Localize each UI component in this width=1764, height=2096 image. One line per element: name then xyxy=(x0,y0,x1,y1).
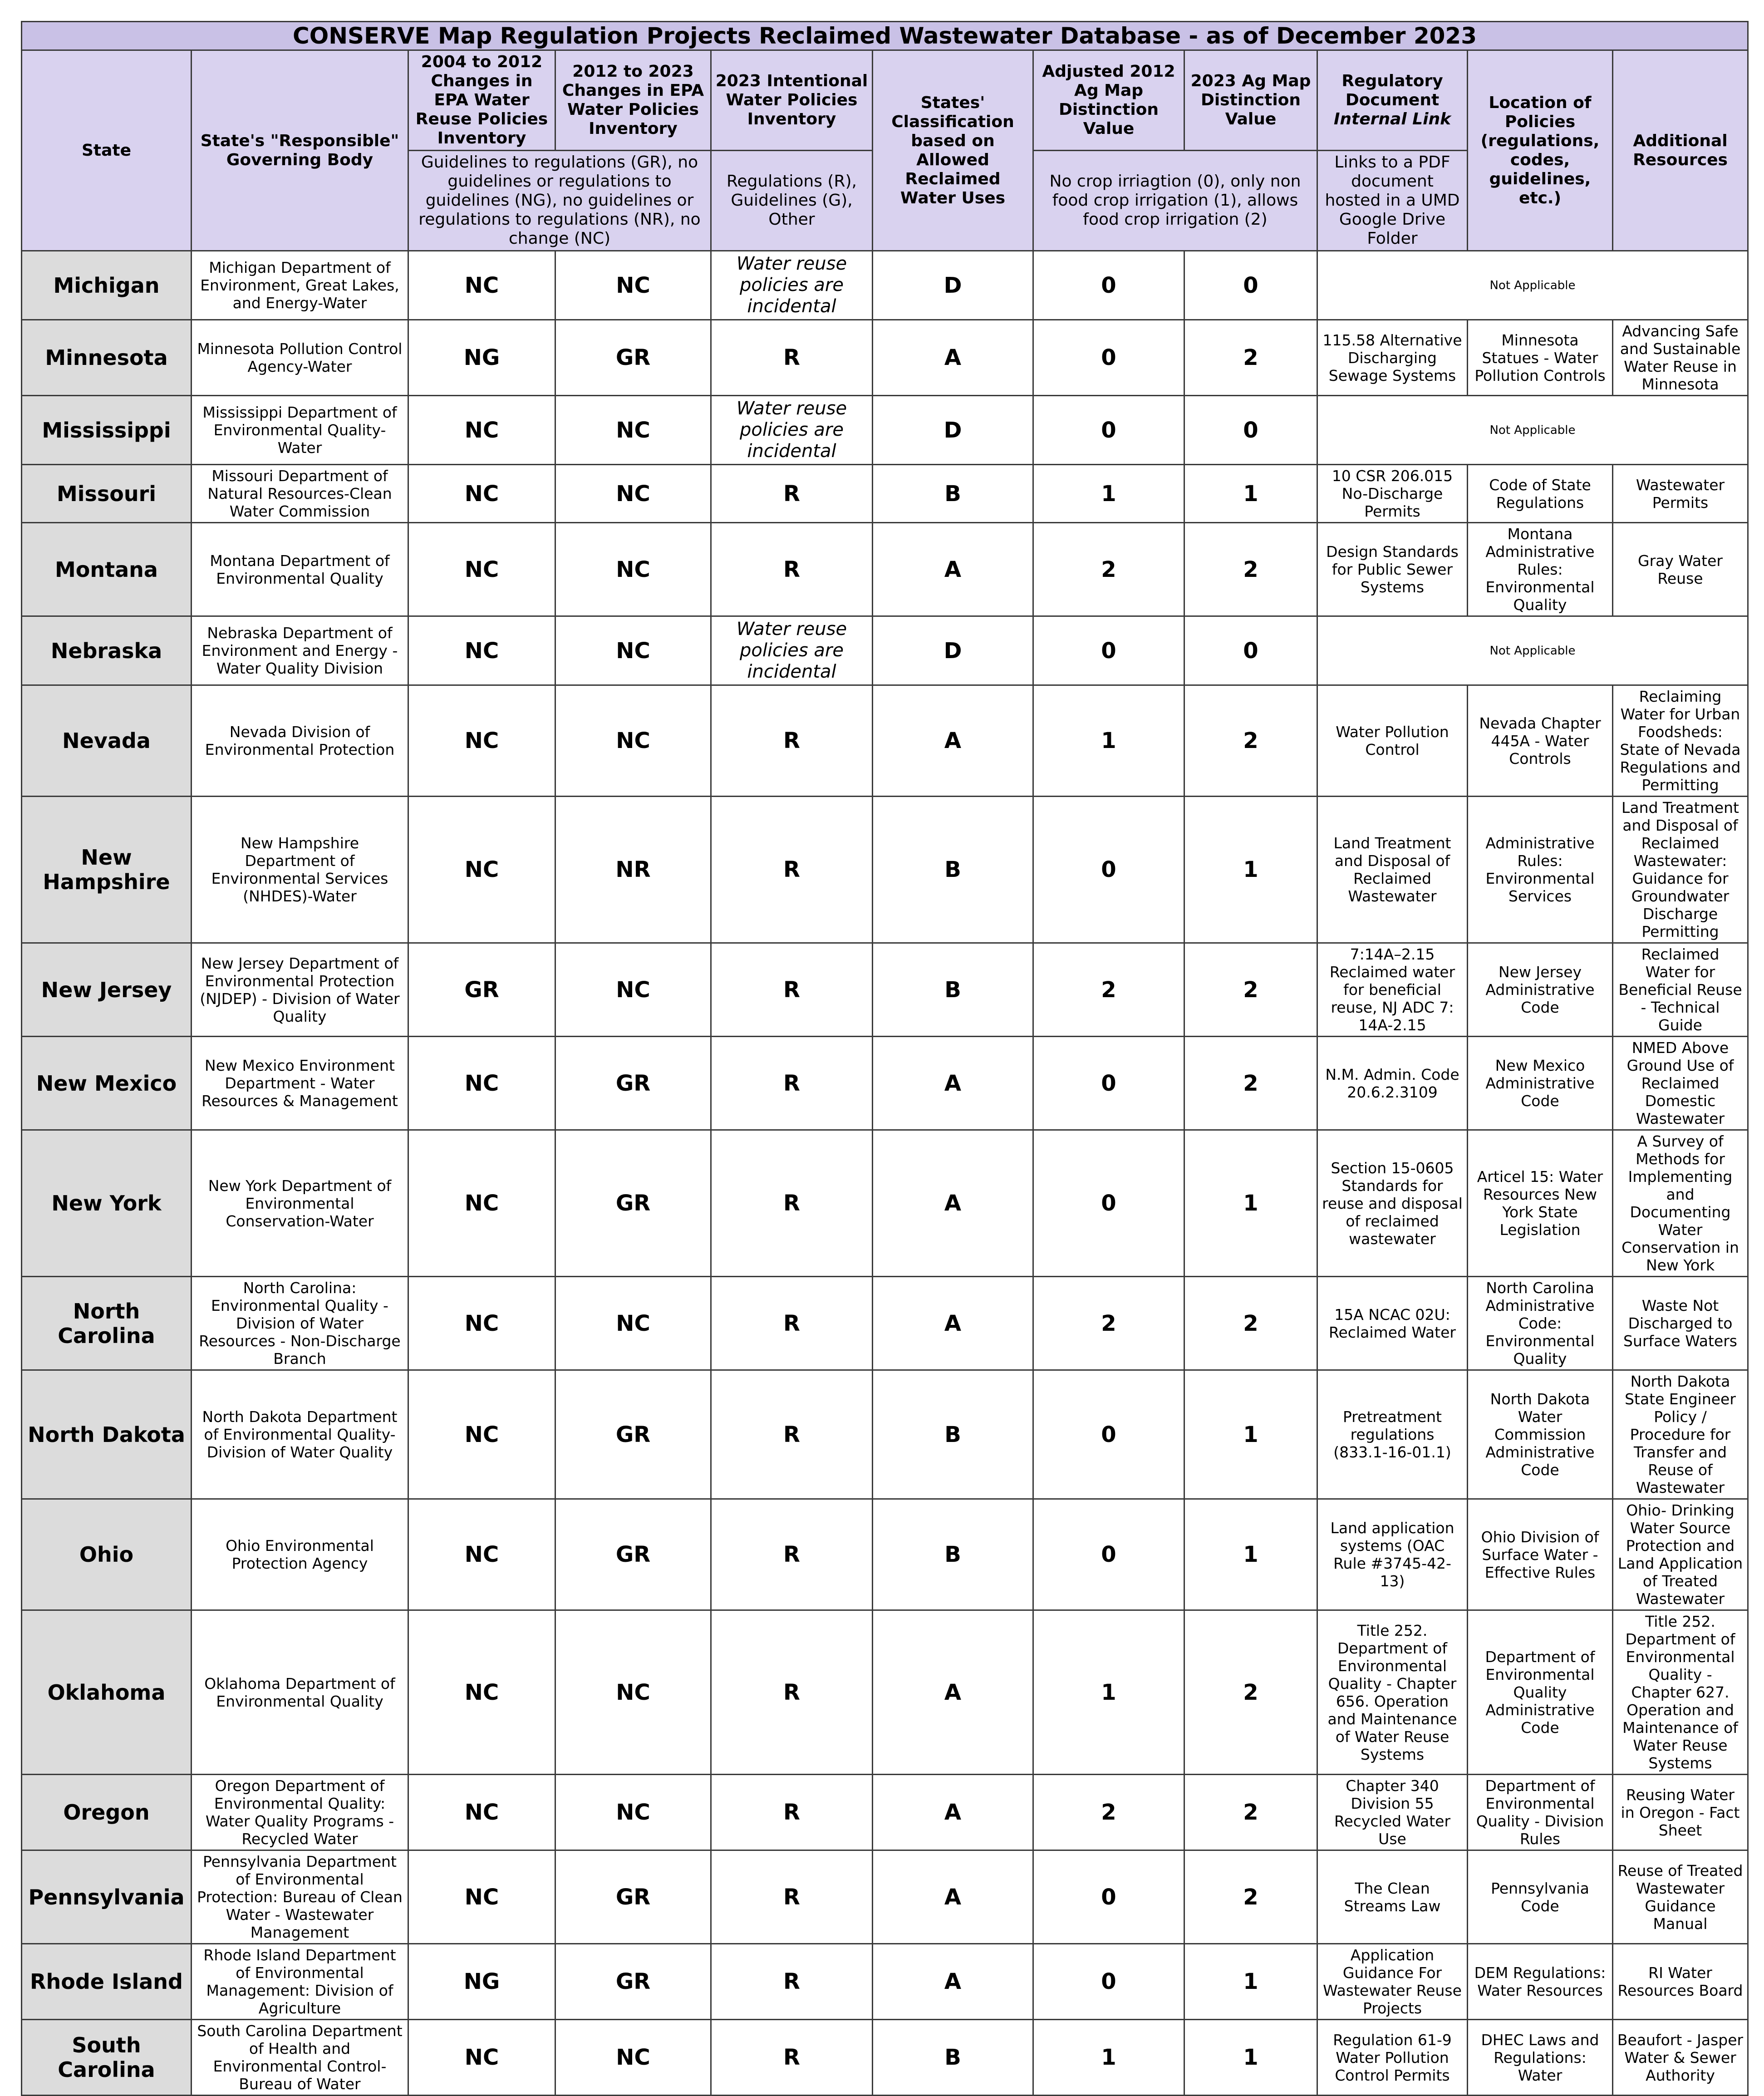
location-cell: Ohio Division of Surface Water - Effective Rules xyxy=(1468,1499,1613,1610)
adjusted-2012-cell: 0 xyxy=(1033,1370,1184,1499)
state-cell: Nevada xyxy=(22,685,192,797)
governing-body-cell: North Dakota Department of Environmental Quality-Division of Water Quality xyxy=(192,1370,408,1499)
header-classification: States' Classification based on Allowed Reclaimed Water Uses xyxy=(873,50,1033,251)
governing-body-cell: New Jersey Department of Environmental Protection (NJDEP) - Division of Water Quality xyxy=(192,943,408,1037)
header-regdoc-label: Regulatory Document xyxy=(1341,72,1443,109)
table-row xyxy=(22,320,1748,396)
classification-cell: D xyxy=(873,251,1033,320)
state-cell: North Carolina xyxy=(22,1277,192,1370)
header-2004-2012-changes: 2004 to 2012 Changes in EPA Water Reuse Policies Inventory xyxy=(408,50,555,151)
inventory-2023-cell: R xyxy=(711,1130,873,1277)
governing-body-cell: South Carolina Department of Health and Environmental Control-Bureau of Water xyxy=(192,2020,408,2096)
state-cell: Oregon xyxy=(22,1775,192,1850)
header-2023-inventory: 2023 Intentional Water Policies Inventory xyxy=(711,50,873,151)
location-cell: DHEC Laws and Regulations: Water xyxy=(1468,2020,1613,2096)
regulatory-document-link[interactable]: 10 CSR 206.015 No-Discharge Permits xyxy=(1317,465,1468,523)
header-state: State xyxy=(22,50,192,251)
table-row xyxy=(22,1499,1748,1610)
table-title: CONSERVE Map Regulation Projects Reclaimed Wastewater Database - as of December 2023 xyxy=(22,22,1748,50)
adjusted-2012-cell: 0 xyxy=(1033,251,1184,320)
classification-cell: A xyxy=(873,1130,1033,1277)
changes-2012-cell: GR xyxy=(555,1130,711,1277)
additional-resource-cell: Title 252. Department of Environmental Quality - Chapter 627. Operation and Maintenance of Water Reuse Systems xyxy=(1613,1610,1748,1775)
table-row xyxy=(22,1130,1748,1277)
classification-cell: D xyxy=(873,616,1033,685)
changes-2012-cell: NC xyxy=(555,465,711,523)
changes-2004-cell: NC xyxy=(408,1130,555,1277)
governing-body-cell: New York Department of Environmental Conservation-Water xyxy=(192,1130,408,1277)
inventory-2023-cell: R xyxy=(711,1775,873,1850)
location-cell: New Mexico Administrative Code xyxy=(1468,1037,1613,1130)
adjusted-2012-cell: 1 xyxy=(1033,465,1184,523)
regulatory-document-link[interactable]: Section 15-0605 Standards for reuse and disposal of reclaimed wastewater xyxy=(1317,1130,1468,1277)
changes-2004-cell: NC xyxy=(408,616,555,685)
location-cell: Montana Administrative Rules: Environmental Quality xyxy=(1468,523,1613,616)
location-cell: North Dakota Water Commission Administrative Code xyxy=(1468,1370,1613,1499)
changes-2004-cell: NC xyxy=(408,1037,555,1130)
classification-cell: B xyxy=(873,1499,1033,1610)
governing-body-cell: North Carolina: Environmental Quality - Division of Water Resources - Non-Discharge Branch xyxy=(192,1277,408,1370)
changes-2012-cell: GR xyxy=(555,1944,711,2020)
regulatory-document-link[interactable]: 15A NCAC 02U: Reclaimed Water xyxy=(1317,1277,1468,1370)
additional-resource-cell: Reclaimed Water for Beneficial Reuse - Technical Guide xyxy=(1613,943,1748,1037)
adjusted-2012-cell: 0 xyxy=(1033,396,1184,465)
classification-cell: D xyxy=(873,396,1033,465)
governing-body-cell: New Mexico Environment Department - Water Resources & Management xyxy=(192,1037,408,1130)
header-regulatory-document xyxy=(1317,50,1468,151)
header-additional-resources: Additional Resources xyxy=(1613,50,1748,251)
adjusted-2012-cell: 1 xyxy=(1033,685,1184,797)
inventory-2023-cell: R xyxy=(711,2020,873,2096)
adjusted-2012-cell: 0 xyxy=(1033,1037,1184,1130)
ag-2023-cell: 2 xyxy=(1184,1850,1317,1944)
changes-2012-cell: GR xyxy=(555,1370,711,1499)
changes-2004-cell: NC xyxy=(408,1850,555,1944)
state-cell: Montana xyxy=(22,523,192,616)
inventory-2023-cell: R xyxy=(711,797,873,943)
classification-cell: A xyxy=(873,523,1033,616)
table-row xyxy=(22,1850,1748,1944)
changes-2012-cell: NC xyxy=(555,685,711,797)
inventory-2023-cell: R xyxy=(711,1370,873,1499)
ag-2023-cell: 1 xyxy=(1184,465,1317,523)
ag-2023-cell: 0 xyxy=(1184,396,1317,465)
state-cell: Pennsylvania xyxy=(22,1850,192,1944)
ag-2023-cell: 2 xyxy=(1184,1037,1317,1130)
ag-2023-cell: 1 xyxy=(1184,1499,1317,1610)
location-cell: Pennsylvania Code xyxy=(1468,1850,1613,1944)
state-cell: Ohio xyxy=(22,1499,192,1610)
regulatory-document-link[interactable]: Design Standards for Public Sewer Systems xyxy=(1317,523,1468,616)
state-cell: Missouri xyxy=(22,465,192,523)
changes-2004-cell: NC xyxy=(408,523,555,616)
additional-resource-cell: Advancing Safe and Sustainable Water Reuse in Minnesota xyxy=(1613,320,1748,396)
changes-2004-cell: NC xyxy=(408,685,555,797)
ag-2023-cell: 2 xyxy=(1184,685,1317,797)
state-cell: Minnesota xyxy=(22,320,192,396)
classification-cell: B xyxy=(873,2020,1033,2096)
governing-body-cell: Oklahoma Department of Environmental Quality xyxy=(192,1610,408,1775)
adjusted-2012-cell: 0 xyxy=(1033,1944,1184,2020)
governing-body-cell: Nevada Division of Environmental Protection xyxy=(192,685,408,797)
regulatory-document-link[interactable]: 115.58 Alternative Discharging Sewage Systems xyxy=(1317,320,1468,396)
ag-2023-cell: 0 xyxy=(1184,251,1317,320)
subheader-inventory-legend: Regulations (R), Guidelines (G), Other xyxy=(711,151,873,251)
ag-2023-cell: 2 xyxy=(1184,1775,1317,1850)
changes-2012-cell: GR xyxy=(555,1850,711,1944)
additional-resource-cell: Reusing Water in Oregon - Fact Sheet xyxy=(1613,1775,1748,1850)
inventory-2023-cell: Water reuse policies are incidental xyxy=(711,616,873,685)
inventory-2023-cell: R xyxy=(711,1037,873,1130)
table-row xyxy=(22,465,1748,523)
not-applicable-cell: Not Applicable xyxy=(1317,616,1748,685)
subheader-regdoc-legend: Links to a PDF document hosted in a UMD Google Drive Folder xyxy=(1317,151,1468,251)
governing-body-cell: Ohio Environmental Protection Agency xyxy=(192,1499,408,1610)
state-cell: New Jersey xyxy=(22,943,192,1037)
adjusted-2012-cell: 0 xyxy=(1033,616,1184,685)
subheader-changes-legend: Guidelines to regulations (GR), no guidelines or regulations to guidelines (NG), no guidelines or regulations to regulations (NR), no change (NC) xyxy=(408,151,711,251)
changes-2004-cell: NC xyxy=(408,1370,555,1499)
classification-cell: A xyxy=(873,1850,1033,1944)
additional-resource-cell: Waste Not Discharged to Surface Waters xyxy=(1613,1277,1748,1370)
governing-body-cell: Montana Department of Environmental Quality xyxy=(192,523,408,616)
inventory-2023-cell: R xyxy=(711,465,873,523)
additional-resource-cell: A Survey of Methods for Implementing and Documenting Water Conservation in New York xyxy=(1613,1130,1748,1277)
ag-2023-cell: 1 xyxy=(1184,797,1317,943)
table-row xyxy=(22,1944,1748,2020)
table-row xyxy=(22,523,1748,616)
state-cell: Michigan xyxy=(22,251,192,320)
inventory-2023-cell: Water reuse policies are incidental xyxy=(711,251,873,320)
additional-resource-cell: Reuse of Treated Wastewater Guidance Manual xyxy=(1613,1850,1748,1944)
governing-body-cell: Nebraska Department of Environment and Energy - Water Quality Division xyxy=(192,616,408,685)
governing-body-cell: Pennsylvania Department of Environmental Protection: Bureau of Clean Water - Wastewater Management xyxy=(192,1850,408,1944)
adjusted-2012-cell: 0 xyxy=(1033,1850,1184,1944)
changes-2004-cell: NG xyxy=(408,320,555,396)
regulatory-document-link[interactable]: Application Guidance For Wastewater Reuse Projects xyxy=(1317,1944,1468,2020)
classification-cell: A xyxy=(873,1277,1033,1370)
changes-2004-cell: NC xyxy=(408,1775,555,1850)
inventory-2023-cell: R xyxy=(711,1277,873,1370)
location-cell: New Jersey Administrative Code xyxy=(1468,943,1613,1037)
table-row xyxy=(22,396,1748,465)
changes-2012-cell: NC xyxy=(555,1277,711,1370)
regulatory-document-link[interactable]: Land Treatment and Disposal of Reclaimed Wastewater xyxy=(1317,797,1468,943)
classification-cell: A xyxy=(873,685,1033,797)
changes-2004-cell: NC xyxy=(408,797,555,943)
additional-resource-cell: Beaufort - Jasper Water & Sewer Authority xyxy=(1613,2020,1748,2096)
ag-2023-cell: 2 xyxy=(1184,523,1317,616)
state-cell: Oklahoma xyxy=(22,1610,192,1775)
location-cell: Code of State Regulations xyxy=(1468,465,1613,523)
adjusted-2012-cell: 0 xyxy=(1033,1130,1184,1277)
location-cell: Minnesota Statues - Water Pollution Controls xyxy=(1468,320,1613,396)
state-cell: Mississippi xyxy=(22,396,192,465)
changes-2004-cell: GR xyxy=(408,943,555,1037)
governing-body-cell: Rhode Island Department of Environmental Management: Division of Agriculture xyxy=(192,1944,408,2020)
location-cell: Department of Environmental Quality - Division Rules xyxy=(1468,1775,1613,1850)
table-row xyxy=(22,1610,1748,1775)
inventory-2023-cell: R xyxy=(711,685,873,797)
state-cell: Rhode Island xyxy=(22,1944,192,2020)
table-row xyxy=(22,1277,1748,1370)
state-cell: New Hampshire xyxy=(22,797,192,943)
governing-body-cell: Missouri Department of Natural Resources-Clean Water Commission xyxy=(192,465,408,523)
changes-2012-cell: NC xyxy=(555,943,711,1037)
ag-2023-cell: 1 xyxy=(1184,1130,1317,1277)
header-governing-body: State's "Responsible" Governing Body xyxy=(192,50,408,251)
table-row xyxy=(22,251,1748,320)
adjusted-2012-cell: 0 xyxy=(1033,320,1184,396)
state-cell: New Mexico xyxy=(22,1037,192,1130)
changes-2004-cell: NG xyxy=(408,1944,555,2020)
adjusted-2012-cell: 2 xyxy=(1033,943,1184,1037)
additional-resource-cell: Wastewater Permits xyxy=(1613,465,1748,523)
additional-resource-cell: NMED Above Ground Use of Reclaimed Domestic Wastewater xyxy=(1613,1037,1748,1130)
table-row xyxy=(22,1775,1748,1850)
additional-resource-cell: RI Water Resources Board xyxy=(1613,1944,1748,2020)
regulation-database-table xyxy=(21,21,1749,2096)
table-row xyxy=(22,943,1748,1037)
subheader-distinction-legend: No crop irriagtion (0), only non food crop irrigation (1), allows food crop irrigation (2) xyxy=(1033,151,1317,251)
adjusted-2012-cell: 2 xyxy=(1033,523,1184,616)
classification-cell: A xyxy=(873,1610,1033,1775)
location-cell: Administrative Rules: Environmental Services xyxy=(1468,797,1613,943)
ag-2023-cell: 1 xyxy=(1184,1370,1317,1499)
not-applicable-cell: Not Applicable xyxy=(1317,396,1748,465)
governing-body-cell: Mississippi Department of Environmental Quality-Water xyxy=(192,396,408,465)
header-regdoc-link-label: Internal Link xyxy=(1333,110,1451,128)
adjusted-2012-cell: 2 xyxy=(1033,1277,1184,1370)
classification-cell: B xyxy=(873,1370,1033,1499)
regulatory-document-link[interactable]: Regulation 61-9 Water Pollution Control Permits xyxy=(1317,2020,1468,2096)
changes-2004-cell: NC xyxy=(408,1499,555,1610)
changes-2012-cell: NC xyxy=(555,1610,711,1775)
classification-cell: A xyxy=(873,1944,1033,2020)
state-cell: North Dakota xyxy=(22,1370,192,1499)
regulatory-document-link[interactable]: Pretreatment regulations (833.1-16-01.1) xyxy=(1317,1370,1468,1499)
governing-body-cell: Minnesota Pollution Control Agency-Water xyxy=(192,320,408,396)
adjusted-2012-cell: 0 xyxy=(1033,1499,1184,1610)
changes-2012-cell: NR xyxy=(555,797,711,943)
table-row xyxy=(22,685,1748,797)
changes-2004-cell: NC xyxy=(408,251,555,320)
ag-2023-cell: 2 xyxy=(1184,1610,1317,1775)
ag-2023-cell: 2 xyxy=(1184,943,1317,1037)
classification-cell: B xyxy=(873,797,1033,943)
additional-resource-cell: North Dakota State Engineer Policy / Procedure for Transfer and Reuse of Wastewater xyxy=(1613,1370,1748,1499)
changes-2012-cell: NC xyxy=(555,1775,711,1850)
adjusted-2012-cell: 0 xyxy=(1033,797,1184,943)
ag-2023-cell: 2 xyxy=(1184,1277,1317,1370)
state-cell: Nebraska xyxy=(22,616,192,685)
inventory-2023-cell: Water reuse policies are incidental xyxy=(711,396,873,465)
regulatory-document-link[interactable]: Water Pollution Control xyxy=(1317,685,1468,797)
adjusted-2012-cell: 1 xyxy=(1033,1610,1184,1775)
ag-2023-cell: 1 xyxy=(1184,2020,1317,2096)
table-row xyxy=(22,797,1748,943)
additional-resource-cell: Ohio- Drinking Water Source Protection and Land Application of Treated Wastewater xyxy=(1613,1499,1748,1610)
location-cell: DEM Regulations: Water Resources xyxy=(1468,1944,1613,2020)
changes-2004-cell: NC xyxy=(408,1610,555,1775)
header-location: Location of Policies (regulations, codes, guidelines, etc.) xyxy=(1468,50,1613,251)
changes-2004-cell: NC xyxy=(408,1277,555,1370)
governing-body-cell: New Hampshire Department of Environmental Services (NHDES)-Water xyxy=(192,797,408,943)
location-cell: Nevada Chapter 445A - Water Controls xyxy=(1468,685,1613,797)
location-cell: Articel 15: Water Resources New York State Legislation xyxy=(1468,1130,1613,1277)
adjusted-2012-cell: 2 xyxy=(1033,1775,1184,1850)
header-2012-2023-changes: 2012 to 2023 Changes in EPA Water Policies Inventory xyxy=(555,50,711,151)
changes-2004-cell: NC xyxy=(408,2020,555,2096)
additional-resource-cell: Gray Water Reuse xyxy=(1613,523,1748,616)
classification-cell: A xyxy=(873,1775,1033,1850)
inventory-2023-cell: R xyxy=(711,943,873,1037)
regulatory-document-link[interactable]: 7:14A–2.15 Reclaimed water for beneficial reuse, NJ ADC 7: 14A-2.15 xyxy=(1317,943,1468,1037)
classification-cell: B xyxy=(873,943,1033,1037)
inventory-2023-cell: R xyxy=(711,320,873,396)
inventory-2023-cell: R xyxy=(711,1499,873,1610)
adjusted-2012-cell: 1 xyxy=(1033,2020,1184,2096)
changes-2012-cell: NC xyxy=(555,523,711,616)
changes-2012-cell: NC xyxy=(555,396,711,465)
header-2023-ag: 2023 Ag Map Distinction Value xyxy=(1184,50,1317,151)
inventory-2023-cell: R xyxy=(711,523,873,616)
changes-2004-cell: NC xyxy=(408,465,555,523)
state-cell: New York xyxy=(22,1130,192,1277)
table-row xyxy=(22,1037,1748,1130)
additional-resource-cell: Land Treatment and Disposal of Reclaimed Wastewater: Guidance for Groundwater Discharge Permitting xyxy=(1613,797,1748,943)
governing-body-cell: Oregon Department of Environmental Quality: Water Quality Programs - Recycled Water xyxy=(192,1775,408,1850)
ag-2023-cell: 1 xyxy=(1184,1944,1317,2020)
regulatory-document-link[interactable]: Chapter 340 Division 55 Recycled Water Use xyxy=(1317,1775,1468,1850)
table-row xyxy=(22,1370,1748,1499)
regulatory-document-link[interactable]: Land application systems (OAC Rule #3745-42-13) xyxy=(1317,1499,1468,1610)
regulatory-document-link[interactable]: N.M. Admin. Code 20.6.2.3109 xyxy=(1317,1037,1468,1130)
inventory-2023-cell: R xyxy=(711,1850,873,1944)
state-cell: South Carolina xyxy=(22,2020,192,2096)
changes-2012-cell: NC xyxy=(555,616,711,685)
inventory-2023-cell: R xyxy=(711,1610,873,1775)
classification-cell: A xyxy=(873,320,1033,396)
classification-cell: B xyxy=(873,465,1033,523)
not-applicable-cell: Not Applicable xyxy=(1317,251,1748,320)
table-row xyxy=(22,2020,1748,2096)
changes-2012-cell: NC xyxy=(555,2020,711,2096)
classification-cell: A xyxy=(873,1037,1033,1130)
header-adjusted-2012: Adjusted 2012 Ag Map Distinction Value xyxy=(1033,50,1184,151)
inventory-2023-cell: R xyxy=(711,1944,873,2020)
additional-resource-cell: Reclaiming Water for Urban Foodsheds: State of Nevada Regulations and Permitting xyxy=(1613,685,1748,797)
location-cell: Department of Environmental Quality Administrative Code xyxy=(1468,1610,1613,1775)
regulatory-document-link[interactable]: The Clean Streams Law xyxy=(1317,1850,1468,1944)
changes-2012-cell: NC xyxy=(555,251,711,320)
table-row xyxy=(22,616,1748,685)
ag-2023-cell: 0 xyxy=(1184,616,1317,685)
changes-2012-cell: GR xyxy=(555,1037,711,1130)
regulatory-document-link[interactable]: Title 252. Department of Environmental Quality - Chapter 656. Operation and Maintenance of Water Reuse Systems xyxy=(1317,1610,1468,1775)
ag-2023-cell: 2 xyxy=(1184,320,1317,396)
location-cell: North Carolina Administrative Code: Environmental Quality xyxy=(1468,1277,1613,1370)
changes-2004-cell: NC xyxy=(408,396,555,465)
governing-body-cell: Michigan Department of Environment, Great Lakes, and Energy-Water xyxy=(192,251,408,320)
changes-2012-cell: GR xyxy=(555,320,711,396)
changes-2012-cell: GR xyxy=(555,1499,711,1610)
